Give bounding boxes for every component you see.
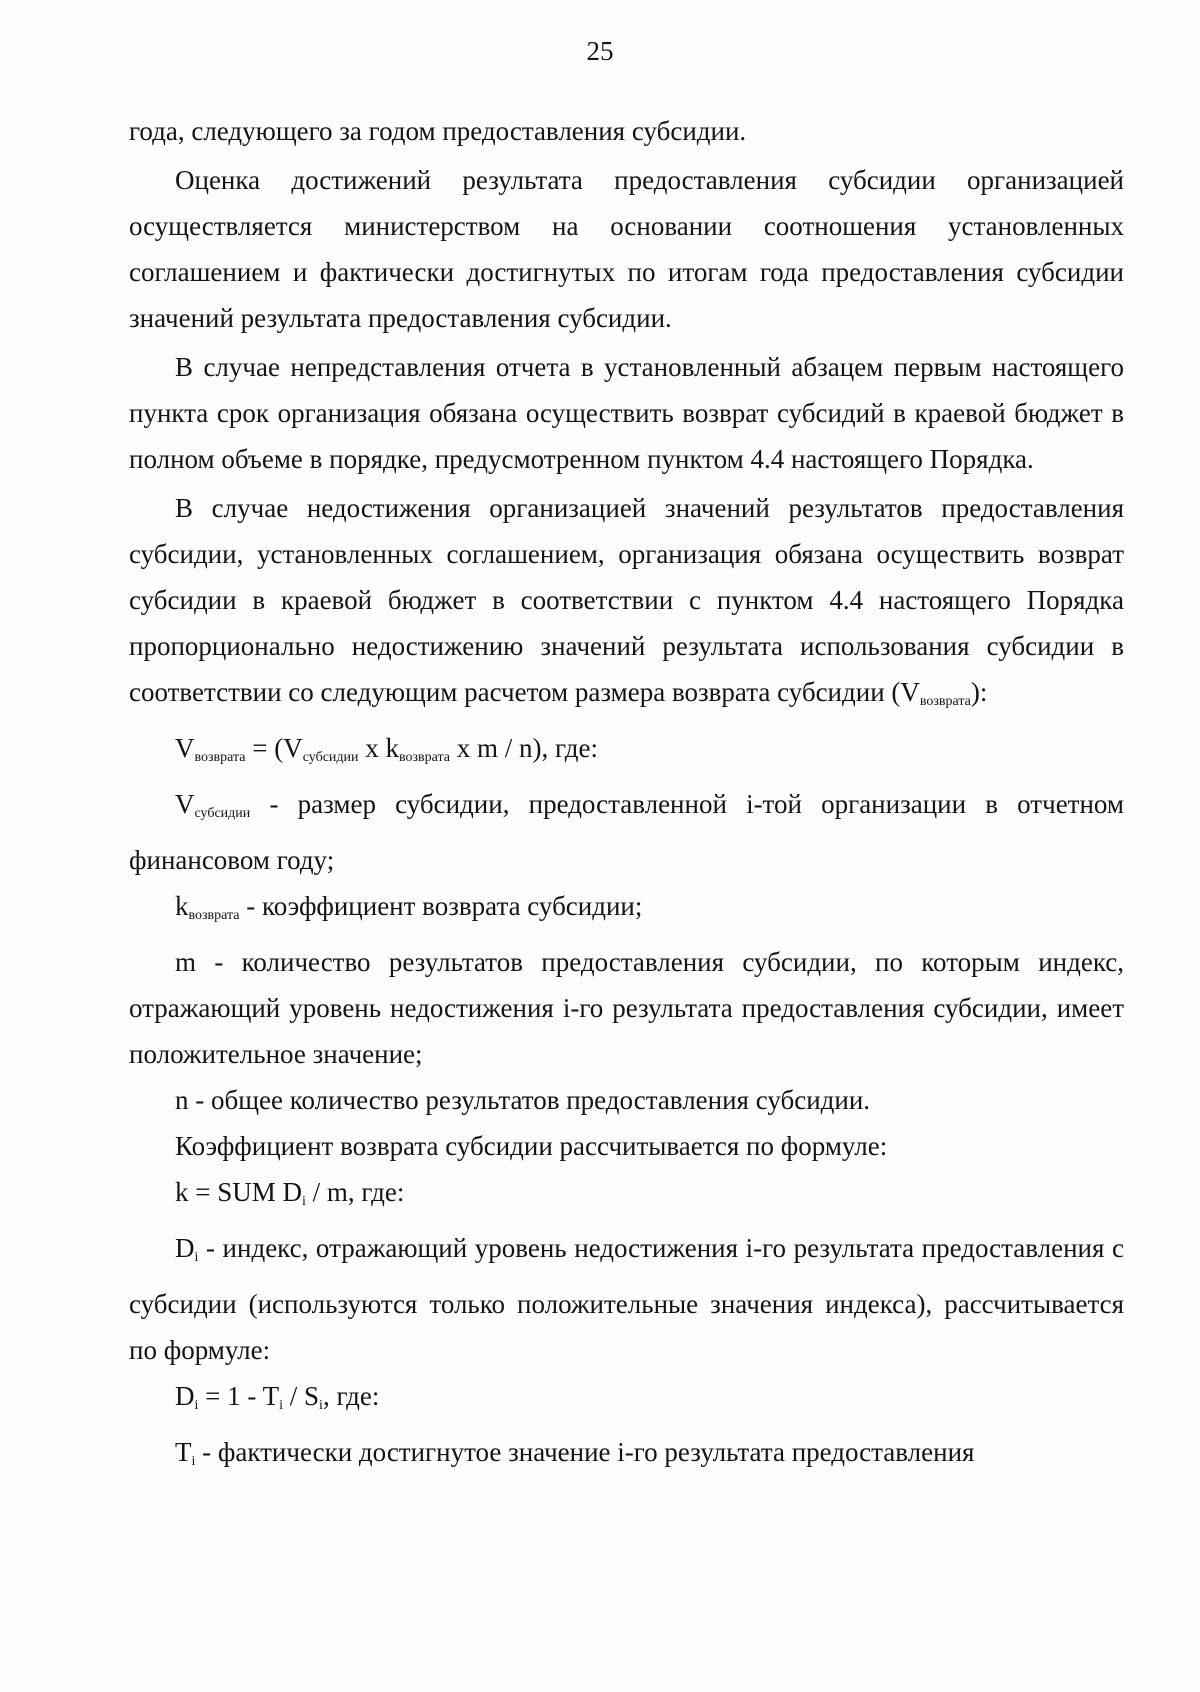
formula-d xyxy=(129,1373,1124,1429)
formula-part: V xyxy=(175,733,195,763)
paragraph-text: - фактически достигнутое значение i-го результата предоставления xyxy=(195,1437,975,1467)
paragraph-text: - индекс, отражающий уровень недостижения i-го результата предоставления с субсидии (используются только положительные значения индекса), рассчитывается по формуле: xyxy=(129,1233,1124,1365)
definition-t xyxy=(129,1429,1124,1485)
subscript: i xyxy=(279,1398,284,1413)
formula-part: / m, где: xyxy=(305,1177,405,1207)
formula-part: k xyxy=(175,891,189,921)
formula-part: T xyxy=(175,1437,192,1467)
subscript: возврата xyxy=(194,750,246,765)
subscript: возврата xyxy=(919,694,971,709)
page-number: 25 xyxy=(586,36,614,66)
subscript: субсидии xyxy=(194,806,251,821)
paragraph-text: Коэффициент возврата субсидии рассчитывается по формуле: xyxy=(175,1131,888,1161)
formula-part: D xyxy=(175,1233,195,1263)
definition-n xyxy=(129,1077,1124,1123)
paragraph-text: - коэффициент возврата субсидии; xyxy=(239,891,643,921)
definition-m xyxy=(129,939,1124,1077)
formula-part: V xyxy=(175,789,195,819)
paragraph-text: m - количество результатов предоставления субсидии, по которым индекс, отражающий уровень недостижения i-го результата предоставления субсидии, имеет положительное значение; xyxy=(129,947,1124,1069)
formula-part: / S xyxy=(283,1381,320,1411)
subscript: возврата xyxy=(399,750,451,765)
paragraph-coefficient xyxy=(129,1123,1124,1169)
formula-part: = (V xyxy=(245,733,303,763)
paragraph-text: В случае непредставления отчета в установленный абзацем первым настоящего пункта срок организация обязана осуществить возврат субсидий в краевой бюджет в полном объеме в порядке, предусмотренном пунктом 4.4 настоящего Порядка. xyxy=(129,352,1124,474)
formula-k xyxy=(129,1169,1124,1225)
document-body xyxy=(129,108,1124,1485)
definition-k-return xyxy=(129,883,1124,939)
paragraph-text: года, следующего за годом предоставления субсидии. xyxy=(129,116,747,146)
formula-part: x m / n), где: xyxy=(450,733,598,763)
paragraph-text: n - общее количество результатов предоставления субсидии. xyxy=(175,1085,871,1115)
formula-part: k = SUM D xyxy=(175,1177,302,1207)
paragraph-text: - размер субсидии, предоставленной i-той организации в отчетном финансовом году; xyxy=(129,789,1124,875)
paragraph-no-report xyxy=(129,344,1124,482)
formula-part: D xyxy=(175,1381,195,1411)
subscript: возврата xyxy=(188,908,240,923)
formula-part: x k xyxy=(358,733,400,763)
paragraph-text: Оценка достижений результата предоставления субсидии организацией осуществляется министерством на основании соотношения установленных соглашением и фактически достигнутых по итогам года предоставления субсидии значений результата предоставления субсидии. xyxy=(129,165,1124,333)
formula-part: = 1 - T xyxy=(198,1381,280,1411)
paragraph-non-achievement xyxy=(129,485,1124,725)
subscript: i xyxy=(302,1194,306,1209)
paragraph-assessment xyxy=(129,157,1124,341)
definition-v-subsidy xyxy=(129,781,1124,883)
formula-v-return xyxy=(129,725,1124,781)
paragraph-text: ): xyxy=(970,677,988,707)
definition-d xyxy=(129,1225,1124,1373)
subscript: i xyxy=(194,1398,199,1413)
subscript: i xyxy=(194,1250,199,1265)
paragraph-text: В случае недостижения организацией значений результатов предоставления субсидии, установленных соглашением, организация обязана осуществить возврат субсидии в краевой бюджет в соответствии с пунктом 4.4 настоящего Порядка пропорционально недостижению значений результата использования субсидии в соответствии со следующим расчетом размера возврата субсидии (V xyxy=(129,493,1124,707)
paragraph-continuation xyxy=(129,108,1124,154)
formula-part: , где: xyxy=(322,1381,380,1411)
subscript: i xyxy=(191,1454,196,1469)
subscript: субсидии xyxy=(302,750,359,765)
subscript: i xyxy=(319,1398,323,1413)
